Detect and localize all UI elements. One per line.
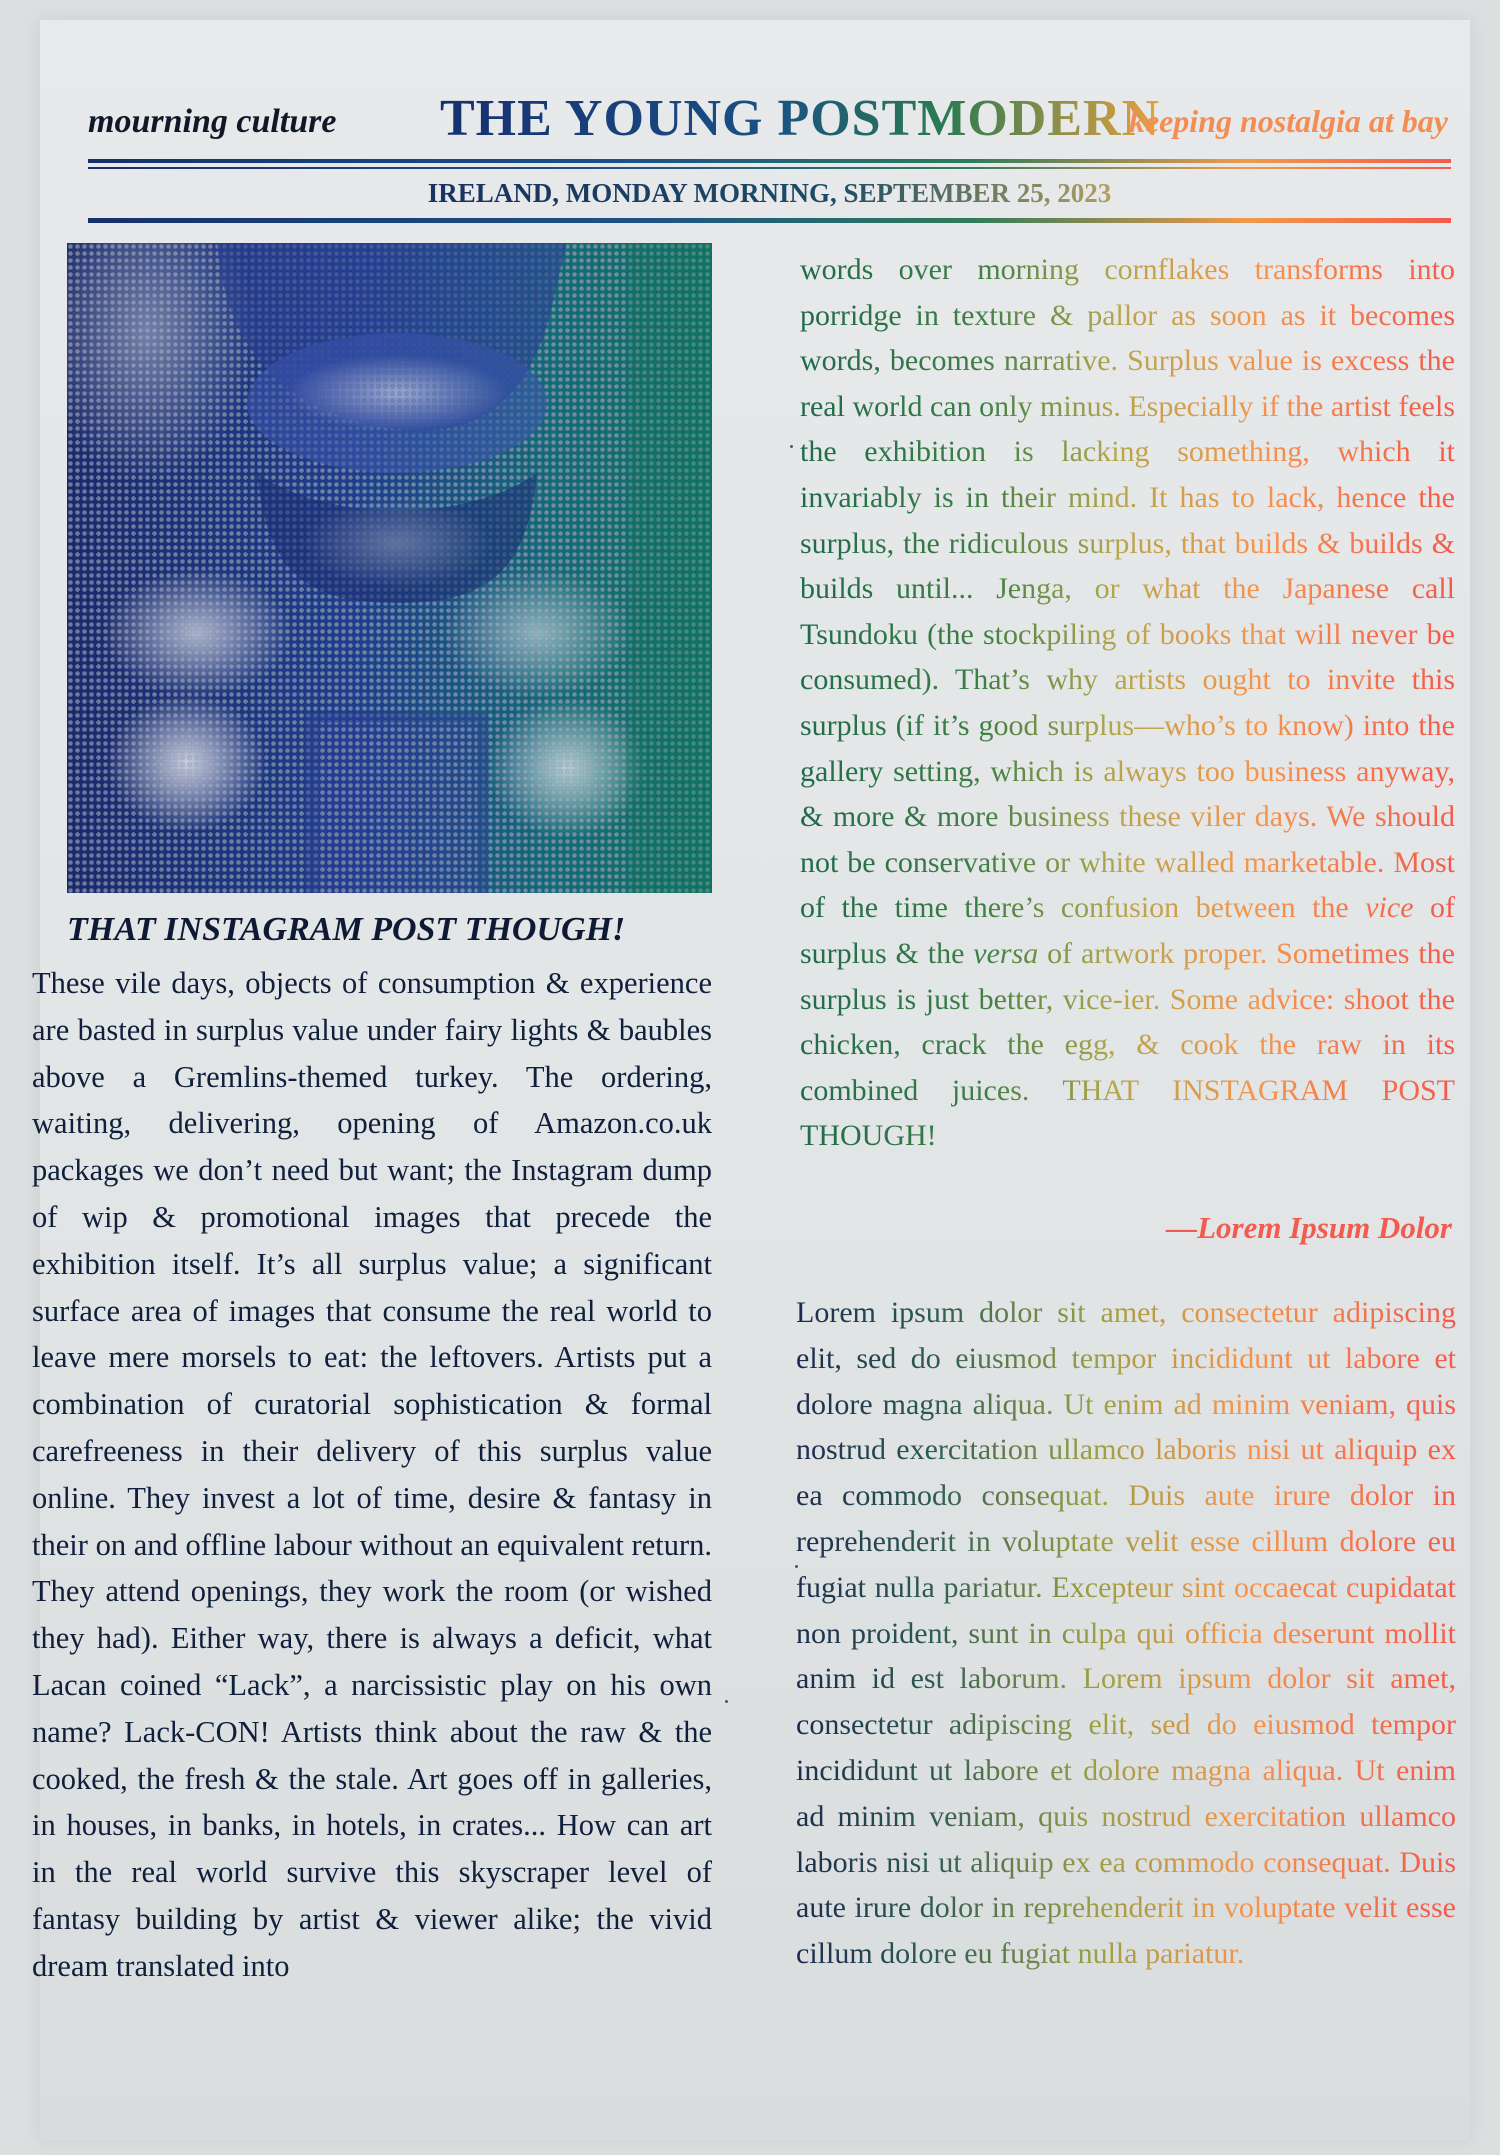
lorem-paragraph: Lorem ipsum dolor sit amet, consectetur adipiscing elit, sed do eiusmod tempor incididunt ut labore et dolore magna aliqua. Ut enim ad minim veniam, quis nostrud exercitation ullamco laboris nisi ut aliquip ex ea commodo consequat. Duis aute irure dolor in reprehenderit in voluptate velit esse cillum dolore eu fugiat nulla pariatur. Excepteur sint occaecat cupidatat non proident, sunt in culpa qui officia deserunt mollit anim id est laborum. Lorem ipsum dolor sit amet, consectetur adipiscing elit, sed do eiusmod tempor incididunt ut labore et dolore magna aliqua. Ut enim ad minim veniam, quis nostrud exercitation ullamco laboris nisi ut aliquip ex ea commodo consequat. Duis aute irure dolor in reprehenderit in voluptate velit esse cillum dolore eu fugiat nulla pariatur. xyxy=(796,1296,1456,1971)
newspaper-title: THE YOUNG POSTMODERN xyxy=(440,90,1161,147)
masthead-rule-thin xyxy=(88,167,1451,169)
left-column-text: These vile days, objects of consumption & experience are basted in surplus value under fairy lights & baubles above a Gremlins-themed turkey. The ordering, waiting, delivering, opening of Amazon.co.uk packages we don’t need but want; the Instagram dump of wip & promotional images that precede the exhibition itself. It’s all surplus value; a significant surface area of images that consume the real world to leave mere morsels to eat: the leftovers. Artists put a combination of curatorial sophistication & formal carefreeness in their delivery of this surplus value online. They invest a lot of time, desire & fantasy in their on and offline labour without an equivalent return. They attend openings, they work the room (or wished they had). Either way, there is always a deficit, what Lacan coined “Lack”, a narcissistic play on his own name? Lack-CON! Artists think about the raw & the cooked, the fresh & the stale. Art goes off in galleries, in houses, in banks, in hotels, in crates... How can art in the real world survive this skyscraper level of fantasy building by artist & viewer alike; the vivid dream translated into xyxy=(32,966,712,1983)
article-signature: —Lorem Ipsum Dolor xyxy=(1166,1210,1452,1245)
masthead-rule-bottom xyxy=(88,218,1451,223)
right-column-text-part1: words over morning cornflakes transforms into porridge in texture & pallor as soon as it becomes words, becomes narrative. Surplus value is excess the real world can only minus. Especially if the artist feels the exhibition is lacking something, which it invariably is in their mind. It has to lack, hence the surplus, the ridiculous surplus, that builds & builds & builds until... Jenga, or what the Japanese call Tsundoku (the stockpiling of books that will never be consumed). That’s why artists ought to invite this surplus (if it’s good surplus—who’s to know) into the gallery setting, which is always too business anyway, & more & more business these viler days. We should not be conservative or white walled marketable. Most of the time there’s confusion between the xyxy=(800,253,1455,925)
right-column-text-part2: of artwork proper. Sometimes the surplus is just better, vice-ier. Some advice: shoot the chicken, crack the egg, & cook the raw in its combined juices. THAT INSTAGRAM POST THOUGH! xyxy=(800,936,1455,1153)
right-column-text xyxy=(800,247,1455,1159)
masthead xyxy=(88,90,1448,155)
print-speck xyxy=(725,1700,728,1703)
halftone-sculpture-photo xyxy=(67,243,712,893)
article-right-column xyxy=(800,247,1455,1159)
masthead-rule-top xyxy=(88,159,1451,163)
versa-word: versa xyxy=(973,936,1039,970)
article-headline: THAT INSTAGRAM POST THOUGH! xyxy=(67,911,626,948)
dateline: IRELAND, MONDAY MORNING, SEPTEMBER 25, 2023 xyxy=(88,178,1451,209)
tagline-left: mourning culture xyxy=(88,103,337,140)
article-left-column xyxy=(32,960,712,1990)
print-speck xyxy=(795,1565,798,1568)
vice-word: vice xyxy=(1365,891,1414,925)
print-speck xyxy=(790,445,793,448)
tagline-right: keeping nostalgia at bay xyxy=(1128,103,1448,139)
lorem-column xyxy=(796,1290,1456,1977)
of-surplus-text: of surplus & the xyxy=(800,891,1455,970)
